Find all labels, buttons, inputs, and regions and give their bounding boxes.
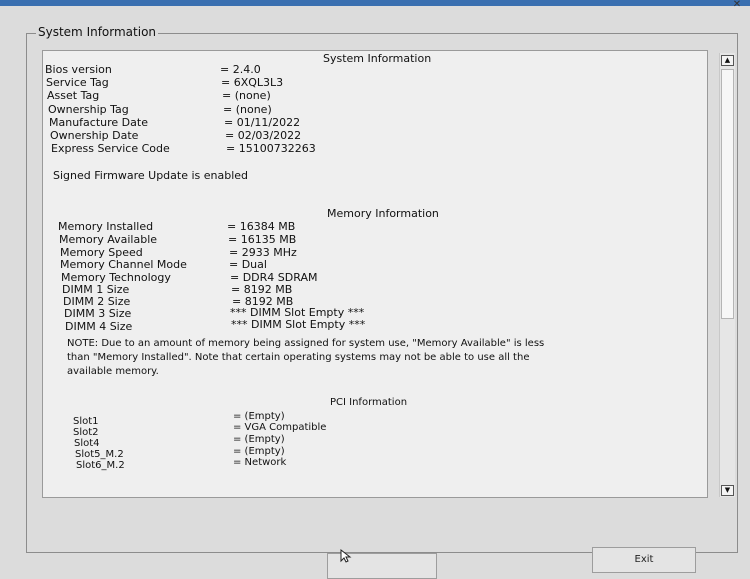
memory-installed-label: Memory Installed [58,220,154,233]
memory-note-line-2: than "Memory Installed". Note that certain operating systems may not be able to use all the [67,352,530,363]
memory-channel-mode-label: Memory Channel Mode [60,258,187,271]
slot5-m2-label: Slot5_M.2 [75,449,124,460]
scroll-thumb[interactable] [721,69,734,319]
title-bar [0,0,750,6]
memory-installed-value: = 16384 MB [227,220,296,233]
slot2-label: Slot2 [73,427,99,438]
memory-note-line-1: NOTE: Due to an amount of memory being assigned for system use, "Memory Available" is less [67,338,545,349]
slot1-value: = (Empty) [233,411,285,422]
system-section-title: System Information [323,52,432,65]
exit-button[interactable]: Exit [592,547,696,573]
bios-version-label: Bios version [45,63,112,76]
bios-version-value: = 2.4.0 [220,63,261,76]
memory-technology-label: Memory Technology [61,271,171,284]
info-panel[interactable] [42,50,731,498]
slot6-m2-label: Slot6_M.2 [76,460,125,471]
manufacture-date-value: = 01/11/2022 [224,116,301,129]
memory-channel-mode-value: = Dual [229,258,267,271]
asset-tag-label: Asset Tag [47,89,100,102]
slot5-m2-value: = (Empty) [233,446,285,457]
ownership-tag-label: Ownership Tag [48,103,129,116]
dimm4-size-value: *** DIMM Slot Empty *** [231,318,366,331]
dimm3-size-value: *** DIMM Slot Empty *** [230,306,365,319]
memory-section-title: Memory Information [327,207,439,220]
service-tag-value: = 6XQL3L3 [221,76,284,89]
ownership-date-value: = 02/03/2022 [225,129,302,142]
info-content [43,51,703,499]
dimm3-size-label: DIMM 3 Size [64,307,132,320]
firmware-update-status: Signed Firmware Update is enabled [53,169,249,182]
memory-speed-value: = 2933 MHz [229,246,297,259]
asset-tag-value: = (none) [222,89,271,102]
dimm4-size-label: DIMM 4 Size [65,320,133,333]
express-service-code-label: Express Service Code [51,142,170,155]
scroll-up-icon: ▲ [724,56,731,64]
scroll-down-button[interactable] [721,485,734,496]
slot4-label: Slot4 [74,438,100,449]
service-tag-label: Service Tag [46,76,109,89]
scroll-down-icon: ▼ [724,486,731,494]
dimm2-size-value: = 8192 MB [232,295,294,308]
slot4-value: = (Empty) [233,434,285,445]
memory-note [67,337,637,379]
mouse-cursor-icon [340,549,354,563]
group-title: System Information [38,25,157,39]
ownership-tag-value: = (none) [223,103,272,116]
slot1-label: Slot1 [73,416,99,427]
manufacture-date-label: Manufacture Date [49,116,148,129]
dimm1-size-value: = 8192 MB [231,283,293,296]
memory-available-value: = 16135 MB [228,233,297,246]
dimm1-size-label: DIMM 1 Size [62,283,130,296]
memory-speed-label: Memory Speed [60,246,143,259]
express-service-code-value: = 15100732263 [226,142,316,155]
slot2-value: = VGA Compatible [233,422,327,433]
dimm2-size-label: DIMM 2 Size [63,295,131,308]
pci-section-title: PCI Information [330,397,408,408]
memory-available-label: Memory Available [59,233,158,246]
scroll-up-button[interactable] [721,55,734,66]
close-icon[interactable]: ✕ [732,0,742,10]
slot6-m2-value: = Network [233,457,287,468]
memory-technology-value: = DDR4 SDRAM [230,271,318,284]
ownership-date-label: Ownership Date [50,129,139,142]
vertical-scrollbar[interactable] [719,53,735,497]
memory-note-line-3: available memory. [67,366,159,377]
